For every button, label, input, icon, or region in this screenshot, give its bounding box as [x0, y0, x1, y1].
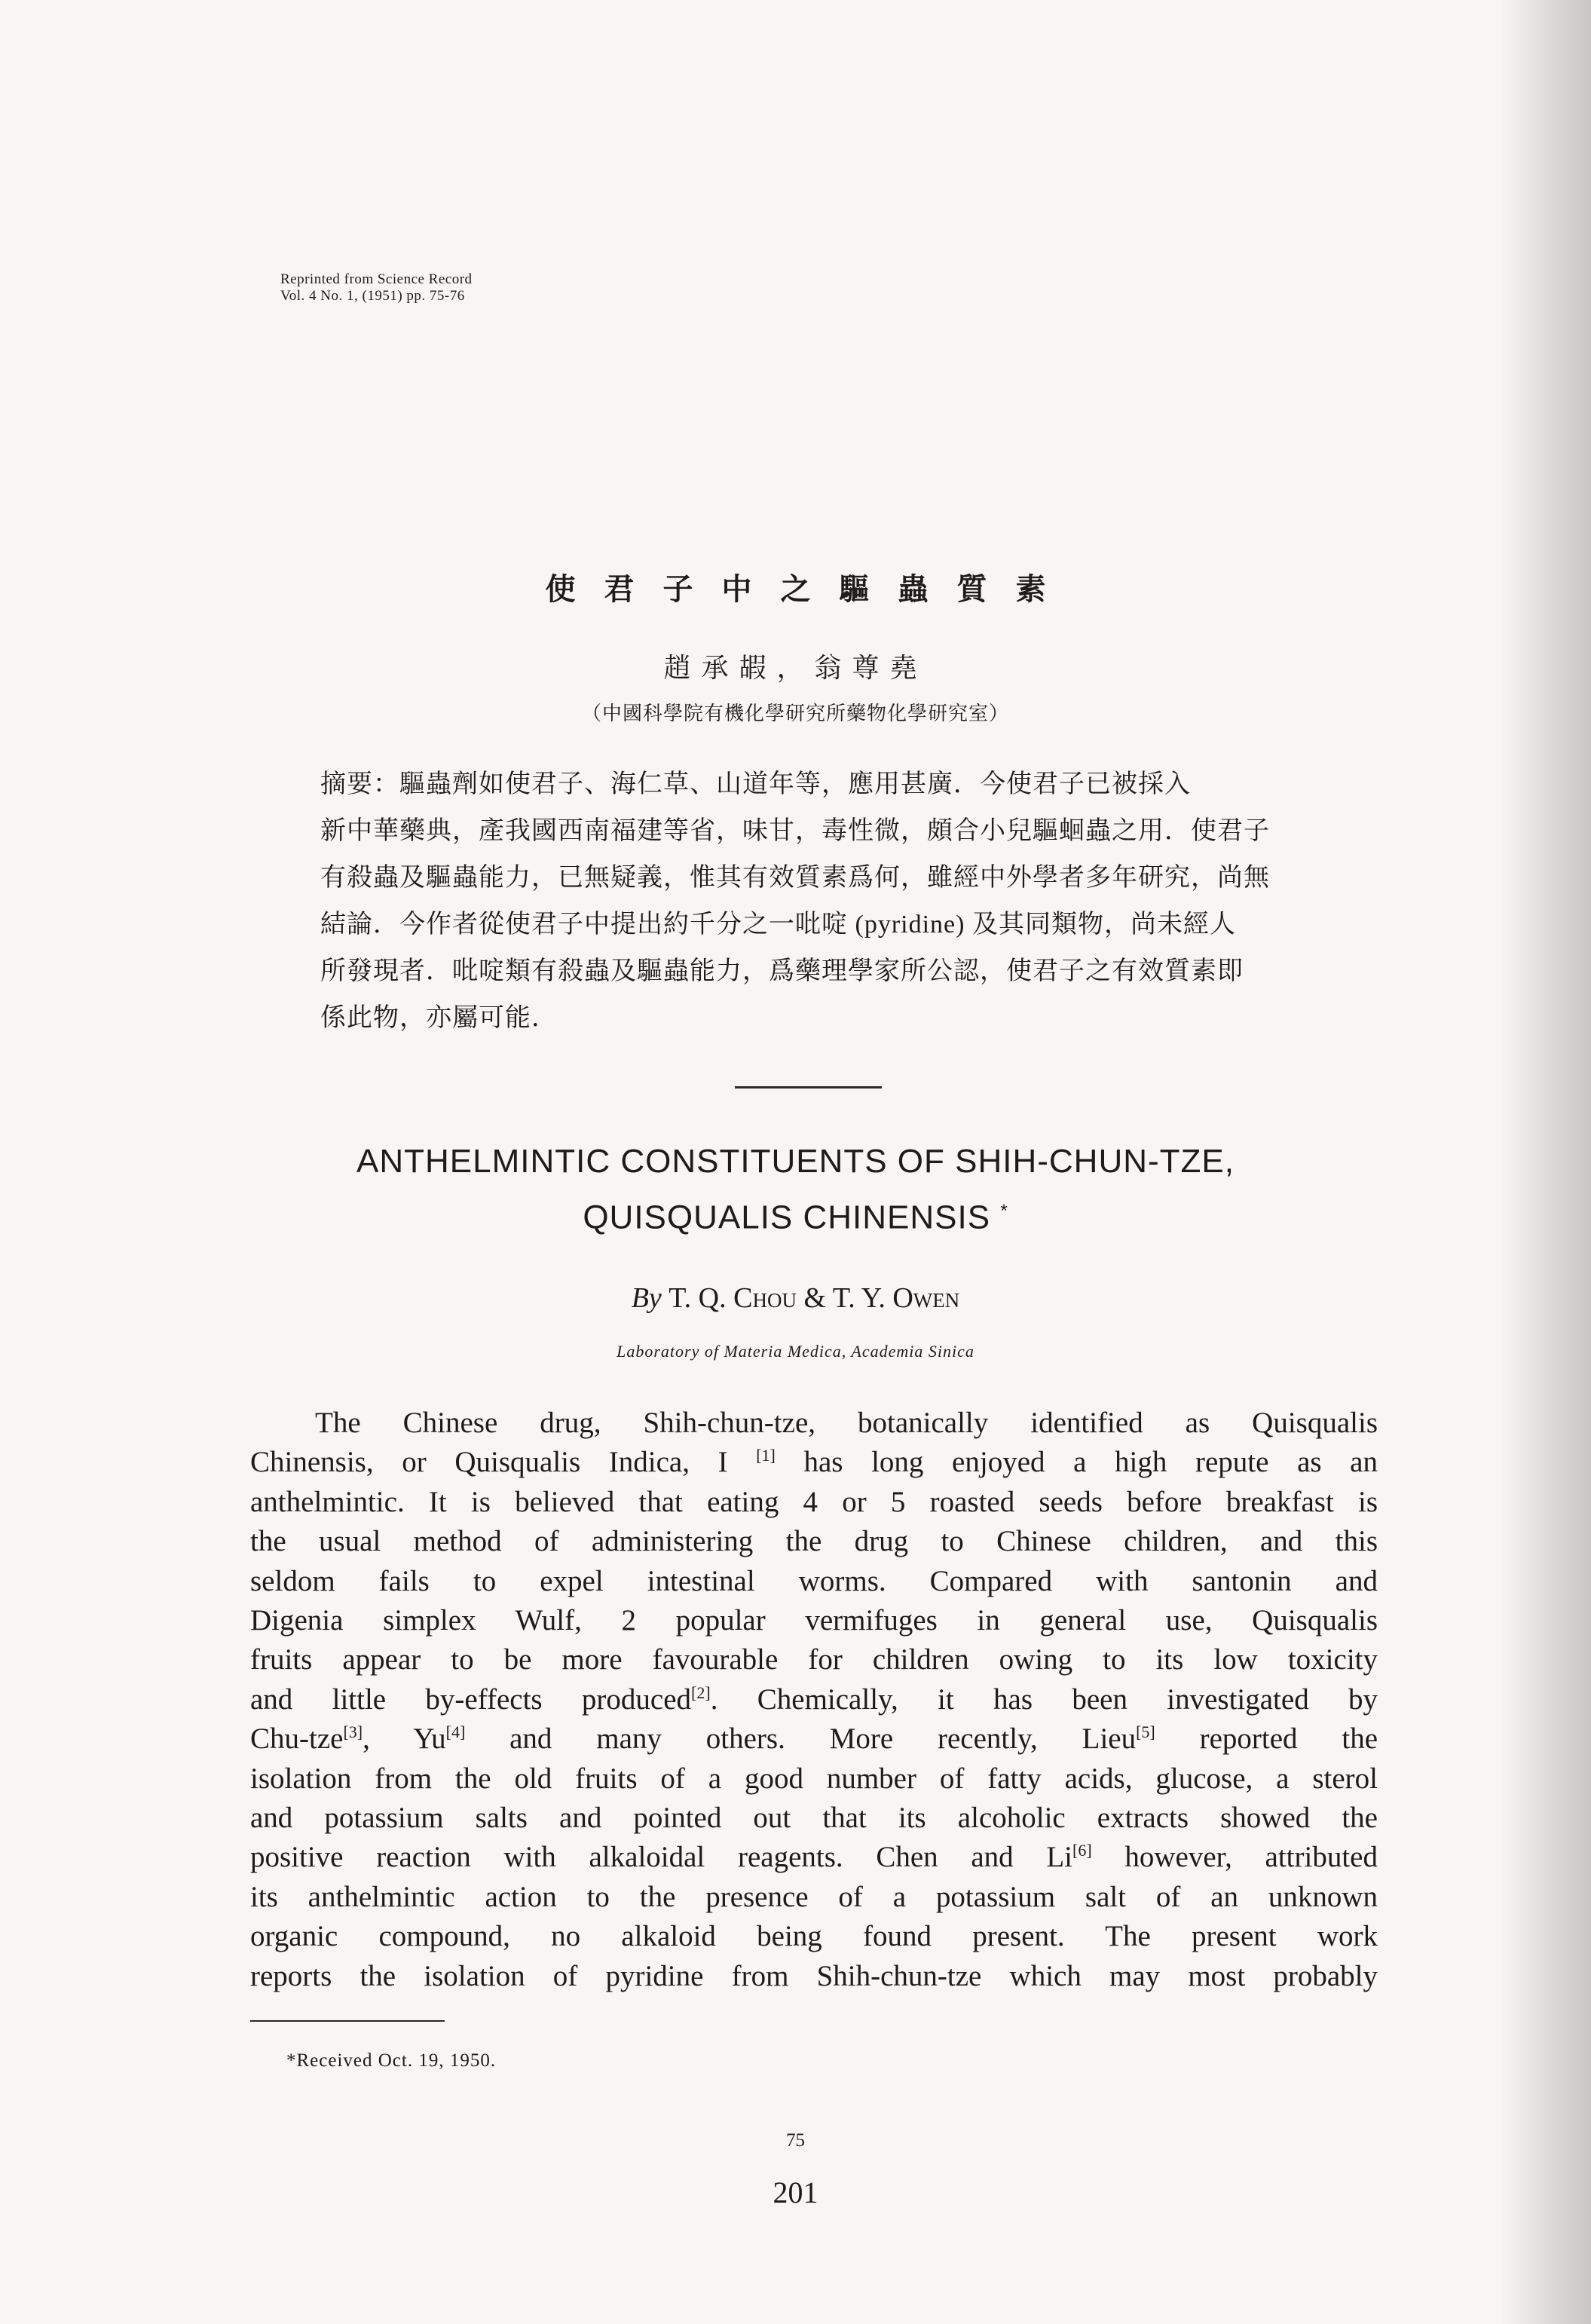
body-text-run: , Yu	[363, 1722, 446, 1756]
body-text-run: the usual method of administering the drug to Chinese children, and this	[250, 1525, 1378, 1558]
chinese-abstract-line: 摘要：驅蟲劑如使君子、海仁草、山道年等，應用甚廣．今使君子已被採入	[320, 770, 1191, 798]
chinese-abstract-line: 有殺蟲及驅蟲能力，已無疑義，惟其有效質素爲何，雖經中外學者多年研究，尚無	[320, 864, 1270, 892]
body-line	[250, 1483, 1378, 1522]
english-title	[0, 1137, 1591, 1243]
body-line	[250, 1759, 1378, 1799]
body-text-run: organic compound, no alkaloid being found present. The present work	[250, 1920, 1378, 1953]
reprint-line-1: Reprinted from Science Record	[280, 271, 473, 287]
body-line	[250, 1838, 1378, 1877]
body-line	[250, 1522, 1378, 1561]
citation-marker: [5]	[1136, 1722, 1155, 1742]
chinese-abstract-line: 新中華藥典，產我國西南福建等省，味甘，毒性微，頗合小兒驅蛔蟲之用．使君子	[320, 817, 1270, 845]
citation-marker: [4]	[445, 1722, 466, 1742]
body-text-run: reports the isolation of pyridine from Shih-chun-tze which may most probably	[250, 1959, 1378, 1992]
body-line	[250, 1917, 1378, 1956]
citation-marker: [1]	[756, 1446, 776, 1465]
body-line	[250, 1719, 1378, 1759]
chinese-title: 使君子中之驅蟲質素	[545, 572, 1075, 606]
body-text-run: isolation from the old fruits of a good number of fatty acids, glucose, a sterol	[250, 1762, 1378, 1795]
footnote: *Received Oct. 19, 1950.	[286, 2050, 497, 2071]
english-title-line-1: ANTHELMINTIC CONSTITUENTS OF SHIH-CHUN-TZE,	[356, 1143, 1235, 1180]
chinese-affiliation: （中國科學院有機化學研究所藥物化學研究室）	[581, 703, 1009, 724]
body-text-run: . Chemically, it has been investigated by	[710, 1683, 1378, 1716]
body-text-run: has long enjoyed a high repute as an	[775, 1446, 1378, 1479]
body-text-run: and many others. More recently, Lieu	[465, 1722, 1137, 1756]
citation-marker: [2]	[691, 1683, 711, 1702]
citation-marker: [6]	[1072, 1841, 1092, 1860]
chinese-abstract-line: 所發現者．吡啶類有殺蟲及驅蟲能力，爲藥理學家所公認，使君子之有效質素即	[320, 957, 1244, 985]
body-line	[250, 1799, 1378, 1838]
chinese-abstract-line: 結論．今作者從使君子中提出約千分之一吡啶 (pyridine) 及其同類物，尚未經人	[320, 911, 1236, 938]
body-text-run: The Chinese drug, Shih-chun-tze, botanically identified as Quisqualis	[315, 1407, 1378, 1439]
body-text-run: seldom fails to expel intestinal worms. Compared with santonin and	[250, 1564, 1378, 1597]
body-text-run: and little by-effects produced	[250, 1683, 692, 1716]
body-line	[250, 1957, 1378, 1996]
citation-marker: [3]	[343, 1722, 363, 1742]
reprint-line-2: Vol. 4 No. 1, (1951) pp. 75-76	[280, 288, 465, 304]
chinese-abstract-line: 係此物，亦屬可能．	[320, 1004, 558, 1032]
body-text-run: however, attributed	[1091, 1841, 1378, 1874]
byline	[0, 1281, 1591, 1315]
body-line	[250, 1601, 1378, 1640]
page-number: 75	[786, 2130, 805, 2151]
body-line	[250, 1443, 1378, 1482]
body-text-run: and potassium salts and pointed out that its alcoholic extracts showed the	[250, 1802, 1378, 1835]
body-text-run: Digenia simplex Wulf, 2 popular vermifuges in general use, Quisqualis	[250, 1604, 1378, 1637]
body-text-run: fruits appear to be more favourable for children owing to its low toxicity	[250, 1643, 1378, 1676]
byline-authors: T. Q. Chou & T. Y. Owen	[669, 1282, 960, 1314]
body-line	[250, 1562, 1378, 1601]
reprint-notice	[280, 271, 473, 305]
collection-page-number: 201	[773, 2175, 818, 2209]
body-line	[250, 1404, 1378, 1443]
body-text-run: its anthelmintic action to the presence of a potassium salt of an unknown	[250, 1880, 1378, 1913]
body-line	[250, 1640, 1378, 1679]
body-line	[250, 1878, 1378, 1917]
body-text-run: positive reaction with alkaloidal reagents. Chen and Li	[250, 1841, 1073, 1874]
chinese-abstract	[320, 761, 1345, 1042]
body-text-run: Chu-tze	[250, 1722, 344, 1756]
section-divider	[735, 1086, 882, 1089]
laboratory-affiliation: Laboratory of Materia Medica, Academia Sinica	[617, 1342, 974, 1361]
body-text-run: reported the	[1155, 1722, 1378, 1756]
body-text-run: Chinensis, or Quisqualis Indica, I	[250, 1446, 757, 1479]
body-line	[250, 1680, 1378, 1719]
body-text-run: anthelmintic. It is believed that eating 4 or 5 roasted seeds before breakfast is	[250, 1485, 1378, 1518]
byline-by: By	[631, 1282, 662, 1314]
english-title-line-2	[0, 1186, 1591, 1243]
footnote-rule	[250, 2020, 445, 2022]
english-title-line-2-text: QUISQUALIS CHINENSIS	[583, 1199, 991, 1236]
title-footnote-mark: *	[1000, 1201, 1008, 1221]
body-paragraph	[250, 1404, 1378, 1996]
chinese-authors: 趙承嘏，翁尊堯	[663, 653, 928, 683]
